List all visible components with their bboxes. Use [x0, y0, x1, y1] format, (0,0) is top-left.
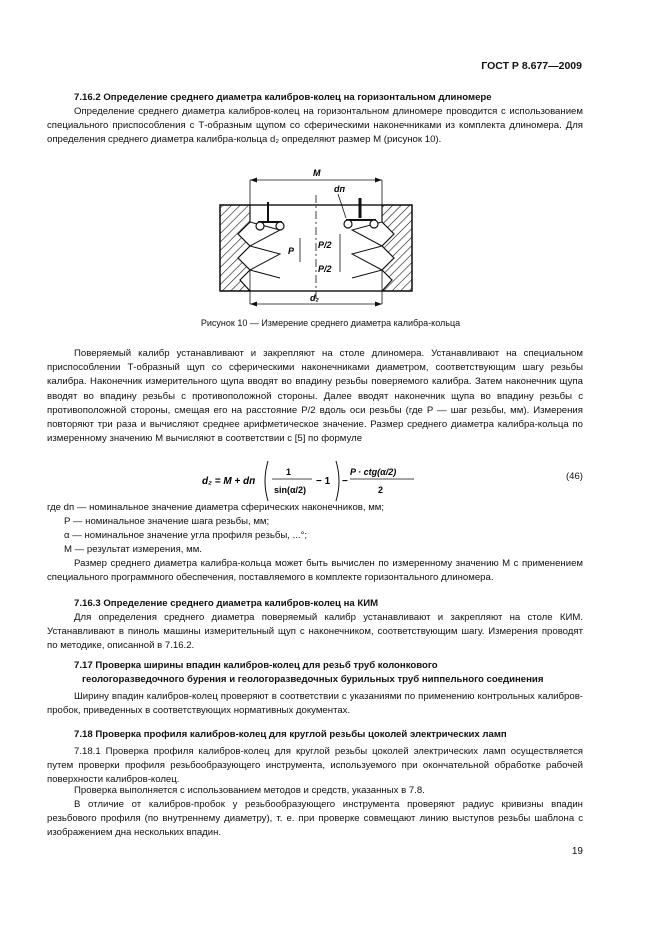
- equation-number: (46): [565, 471, 583, 482]
- definition-item: α — номинальное значение угла профиля резьбы, ...°;: [64, 530, 308, 541]
- section-7-16-2-text: Определение среднего диаметра калибров-колец на горизонтальном длиномере проводится с использованием специального приспособления с Т-образным щупом со сферическими наконечниками из комплекта длиномера. Для определения среднего диаметра калибра-кольца d₂ определяют размер M (рисунок 10).: [47, 106, 583, 146]
- standard-header: ГОСТ Р 8.677—2009: [481, 60, 582, 72]
- svg-text:−: −: [342, 476, 348, 487]
- label-d2: d₂: [310, 293, 319, 303]
- right-thread-body: [382, 205, 412, 291]
- section-7-16-3-heading: 7.16.3 Определение среднего диаметра калибров-колец на КИМ: [74, 598, 379, 609]
- formula-frac1-num: 1: [286, 467, 292, 477]
- section-7-18-methods-text: Проверка выполняется с использованием методов и средств, указанных в 7.8.: [74, 785, 425, 796]
- formula-lhs: d₂ = M + dп: [202, 476, 256, 487]
- formula-minus-one: − 1: [316, 476, 331, 487]
- section-7-18-1-text: 7.18.1 Проверка профиля калибров-колец для круглой резьбы цоколей электрических ламп осуществляется путем проверки профиля резьбообразующего инструмента, используемого при окончательной обработке рабочей поверхности калибров-колец.: [47, 746, 583, 786]
- section-7-17-heading-cont: геологоразведочного бурения и геологоразведочных бурильных труб ниппельного соединения: [82, 674, 544, 685]
- label-M: M: [313, 168, 321, 178]
- figure-10-diagram: [200, 160, 460, 312]
- section-7-17-text: Ширину впадин калибров-колец проверяют в соответствии с указаниями по применению контрольных калибров-пробок, приведенных в соответствующих нормативных документах.: [47, 691, 583, 717]
- label-P: P: [288, 246, 295, 256]
- page-number: 19: [571, 846, 583, 857]
- section-7-18-radius-text: В отличие от калибров-пробок у резьбообразующего инструмента проверяют радиус кривизны впадин резьбового профиля (по внутреннему диаметру), т. е. при проверке совмещают линию выступов резьбы шаблона с изображением дна нескольких впадин.: [47, 799, 583, 839]
- definitions-intro: где dп — номинальное значение диаметра сферических наконечников, мм;: [47, 502, 385, 513]
- section-7-18-heading: 7.18 Проверка профиля калибров-колец для круглой резьбы цоколей электрических ламп: [74, 729, 507, 740]
- left-probe-tip: [256, 222, 264, 230]
- formula-frac2-den: 2: [378, 485, 384, 495]
- definition-item: P — номинальное значение шага резьбы, мм;: [64, 516, 270, 527]
- section-7-16-3-text: Для определения среднего диаметра поверяемый калибр устанавливают и закрепляют на столе КИМ. Устанавливают в пиноль машины измерительный щуп с наконечником, соответствующим шагу. Измерения проводят по методике, описанной в 7.16.2.: [47, 612, 583, 652]
- formula-frac1-den: sin(α/2): [274, 485, 307, 495]
- section-7-17-heading: 7.17 Проверка ширины впадин калибров-колец для резьб труб колонкового: [74, 660, 438, 671]
- section-7-16-2-heading: 7.16.2 Определение среднего диаметра калибров-колец на горизонтальном длиномере: [74, 92, 492, 103]
- software-note-text: Размер среднего диаметра калибра-кольца может быть вычислен по измеренному значению M с применением специального программного обеспечения, поставляемого в комплекте горизонтального длиномера.: [47, 558, 583, 584]
- label-P-half-lower: P/2: [318, 264, 332, 274]
- formula-frac2-num: P · ctg(α/2): [350, 467, 397, 477]
- definition-item: M — результат измерения, мм.: [64, 544, 202, 555]
- left-thread-body: [220, 205, 250, 291]
- measurement-procedure-text: Поверяемый калибр устанавливают и закрепляют на столе длиномера. Устанавливают на специальном приспособлении Т-образный щуп со сферическими наконечниками диаметром, соответствующим шагу резьбы калибра. Наконечник измерительного щупа вводят во впадину резьбы поверяемого калибра. Затем наконечник щупа вводят во впадину резьбы с противоположной стороны. Далее вводят наконечник щупа во впадину резьбы с противоположной стороны, смещая его на расстояние P/2 вдоль оси резьбы (где P — шаг резьбы, мм). Измерения повторяют три раза и вычисляют среднее арифметическое значение. Размер среднего диаметра калибра-кольца по измеренному значению M вычисляют в соответствии с [5] по формуле: [47, 348, 583, 445]
- right-probe-tip: [344, 220, 352, 228]
- figure-10-caption: Рисунок 10 — Измерение среднего диаметра калибра-кольца: [200, 318, 461, 328]
- label-dn: dп: [334, 184, 345, 194]
- label-P-half-upper: P/2: [318, 240, 332, 250]
